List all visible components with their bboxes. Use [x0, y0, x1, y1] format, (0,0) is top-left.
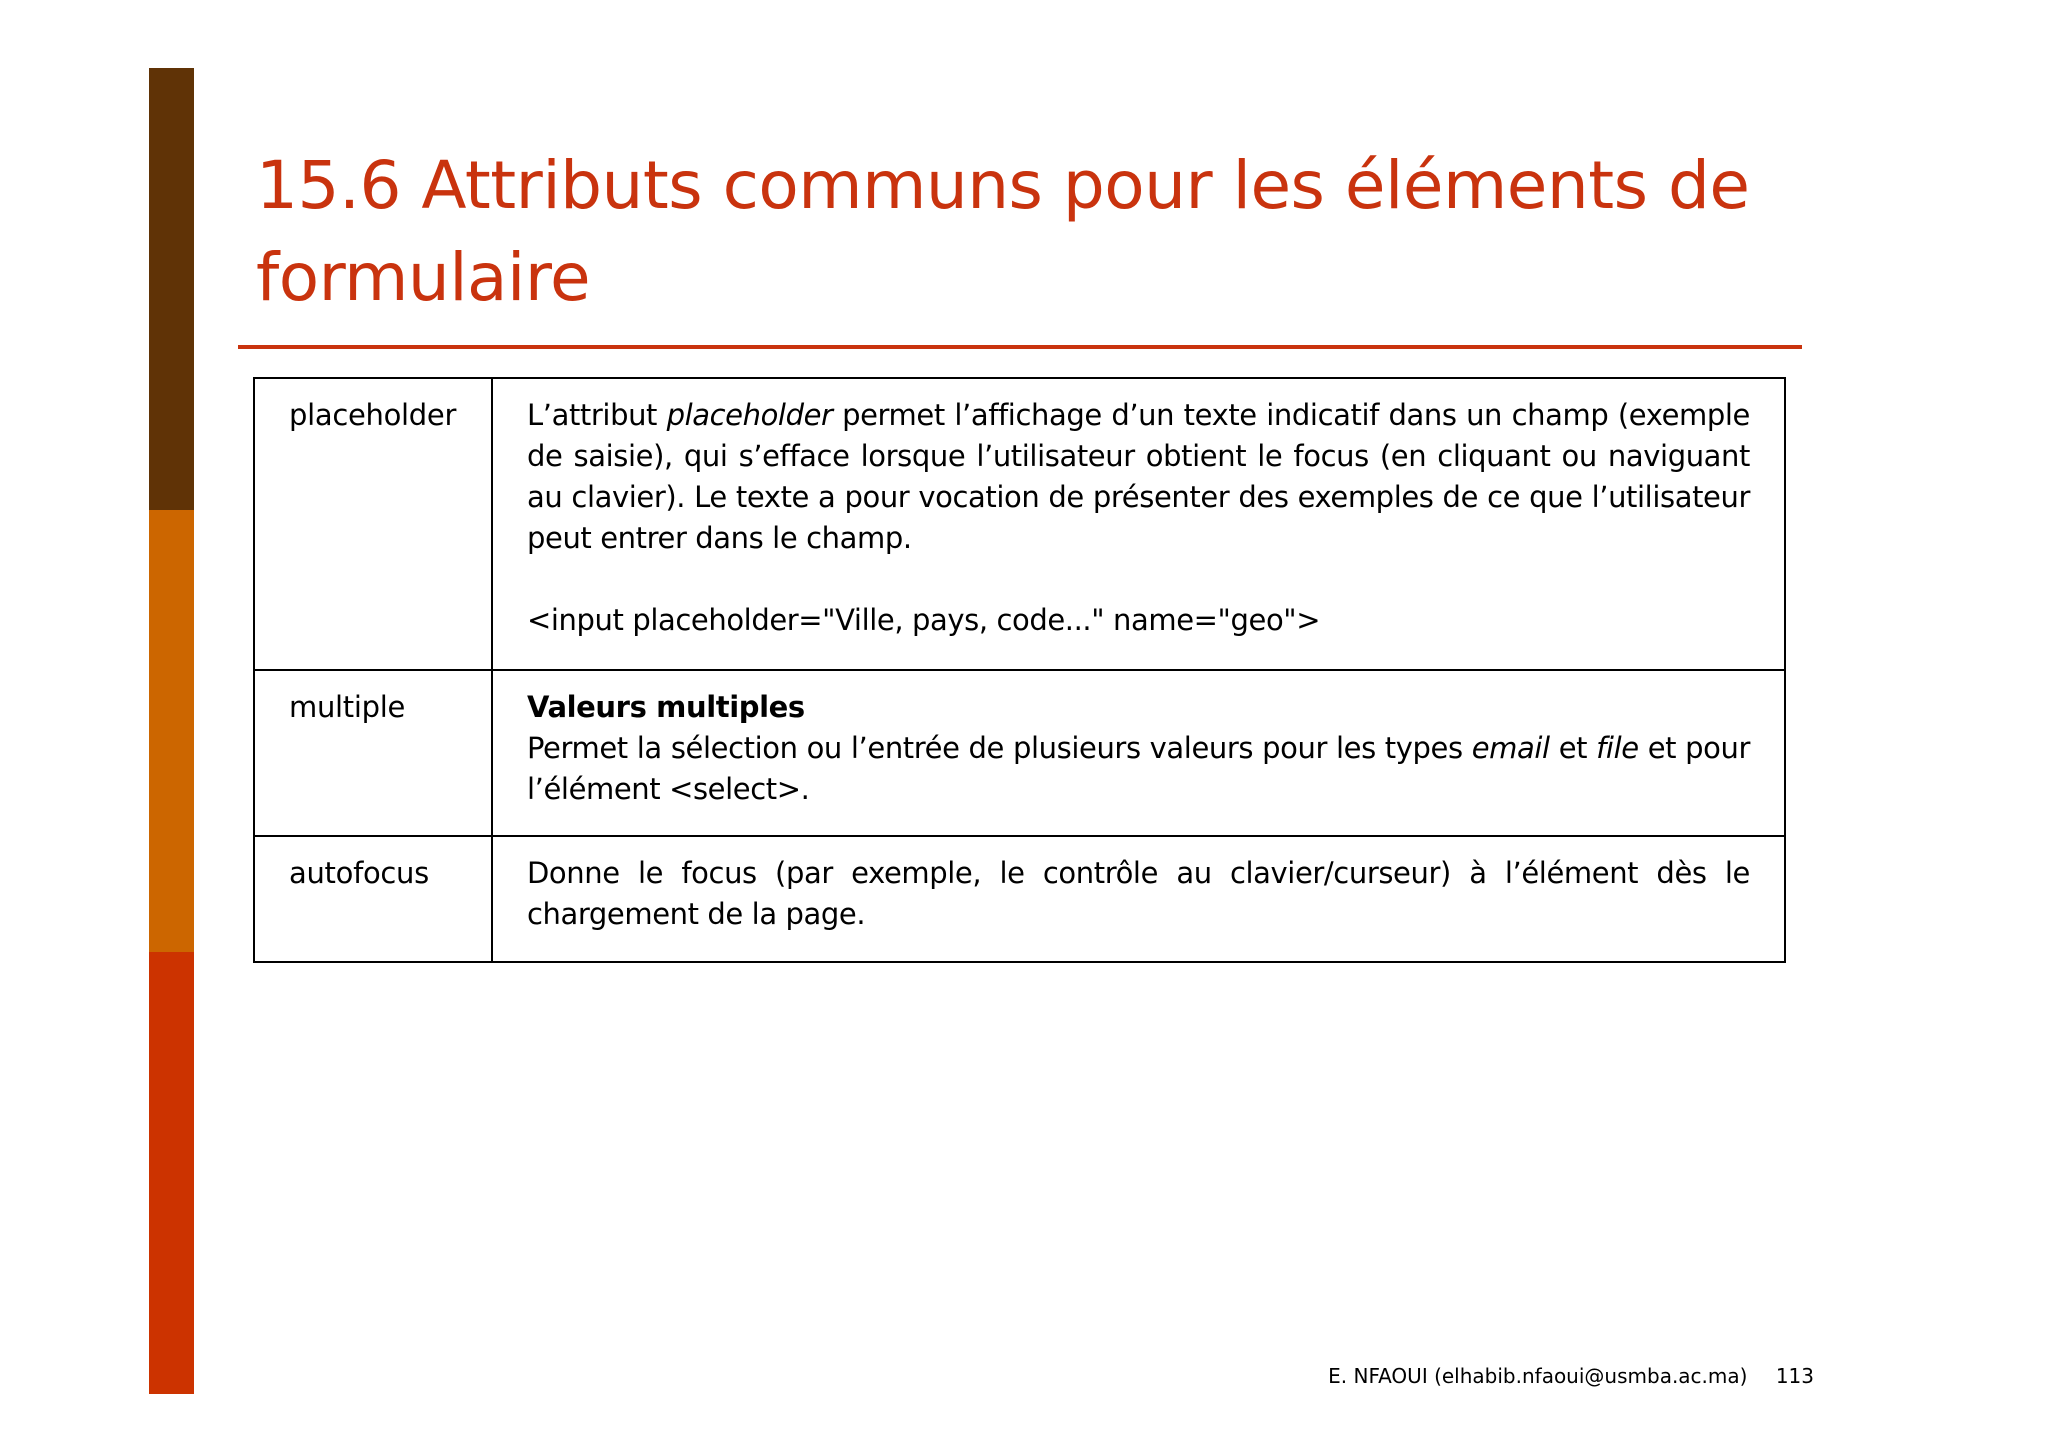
description-text: L’attribut	[527, 398, 667, 432]
description-italic: file	[1596, 731, 1639, 765]
decorative-bar-bottom	[149, 952, 194, 1394]
description-text: permet l’affichage d’un texte indicatif dans un champ (exemple de saisie), qui s’efface lorsque l’utilisateur obtient le focus (en cliquant ou naviguant au clavier). Le texte a pour vocation de présenter des exemples de ce que l’utilisateur peut entrer dans le champ.	[527, 398, 1750, 555]
table-row	[254, 670, 1785, 836]
title-underline	[238, 345, 1802, 349]
description-text: Permet la sélection ou l’entrée de plusieurs valeurs pour les types	[527, 731, 1472, 765]
slide-title: 15.6 Attributs communs pour les éléments de formulaire	[256, 147, 1750, 316]
decorative-bar-middle	[149, 510, 194, 952]
attribute-description: Donne le focus (par exemple, le contrôle au clavier/curseur) à l’élément dès le chargement de la page.	[492, 836, 1785, 962]
attribute-description	[492, 670, 1785, 836]
attribute-name: autofocus	[254, 836, 492, 962]
table-row	[254, 378, 1785, 670]
description-heading: Valeurs multiples	[527, 690, 805, 724]
description-text: et	[1549, 731, 1597, 765]
slide-footer	[1328, 1364, 1814, 1388]
attribute-name: multiple	[254, 670, 492, 836]
table-row	[254, 836, 1785, 962]
attribute-description	[492, 378, 1785, 670]
description-italic: email	[1471, 731, 1550, 765]
description-text: et pour l’élément <select>.	[527, 731, 1750, 806]
description-italic: placeholder	[666, 398, 833, 432]
attributes-table	[253, 377, 1786, 963]
footer-author: E. NFAOUI (elhabib.nfaoui@usmba.ac.ma)	[1328, 1364, 1748, 1388]
page-number: 113	[1775, 1364, 1814, 1388]
code-example: <input placeholder="Ville, pays, code..." name="geo">	[527, 603, 1321, 637]
attribute-name: placeholder	[254, 378, 492, 670]
decorative-bar-top	[149, 68, 194, 510]
